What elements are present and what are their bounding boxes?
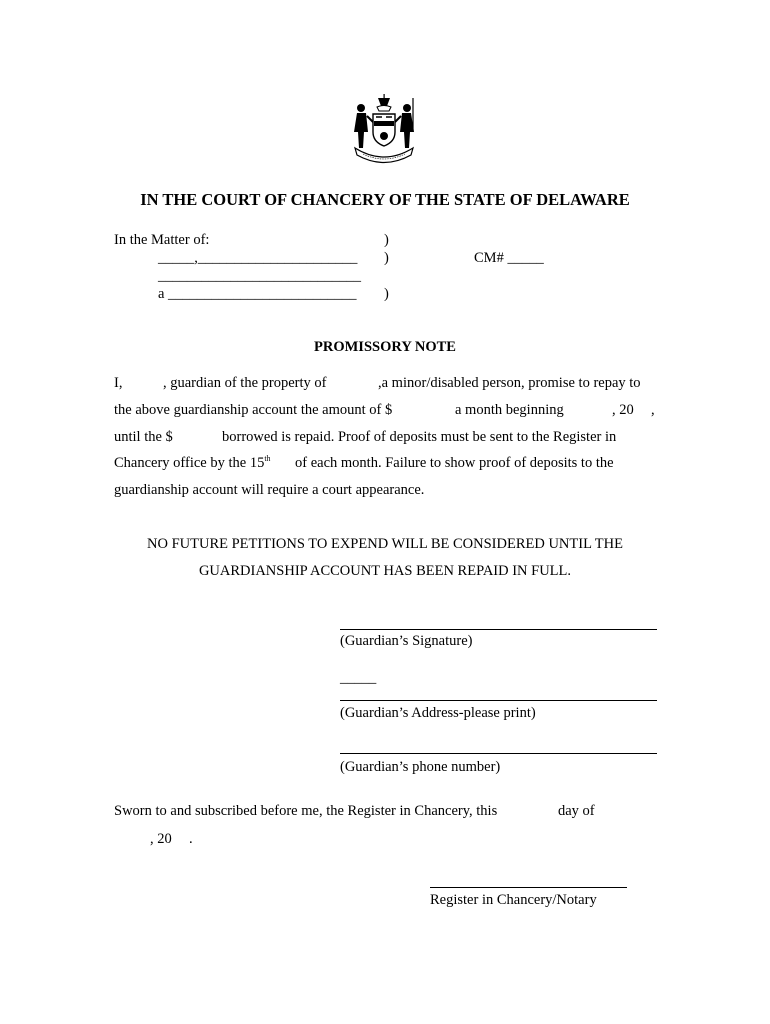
note-text-comma: , bbox=[651, 402, 655, 418]
note-text-guardian: , guardian of the property of bbox=[163, 375, 327, 391]
guardian-signature-label: (Guardian’s Signature) bbox=[340, 633, 473, 649]
promissory-note-heading: PROMISSORY NOTE bbox=[314, 339, 456, 355]
note-text-appearance: guardianship account will require a court appearance. bbox=[114, 482, 425, 498]
notary-signature-line[interactable] bbox=[430, 887, 627, 888]
note-text-borrowed: borrowed is repaid. Proof of deposits must be sent to the Register in bbox=[222, 429, 617, 445]
caption-paren: ) bbox=[384, 286, 389, 302]
short-blank: _____ bbox=[340, 670, 377, 686]
note-text-each-month: of each month. Failure to show proof of deposits to the bbox=[295, 455, 614, 471]
party-name-blank-2: ____________________________ bbox=[158, 268, 361, 284]
oath-period: . bbox=[189, 831, 193, 847]
court-title: IN THE COURT OF CHANCERY OF THE STATE OF DELAWARE bbox=[140, 190, 630, 209]
notary-label: Register in Chancery/Notary bbox=[430, 892, 597, 908]
guardian-address-label: (Guardian’s Address-please print) bbox=[340, 705, 536, 721]
caption-paren: ) bbox=[384, 250, 389, 266]
oath-day-of: day of bbox=[558, 803, 595, 819]
note-text-month: a month beginning bbox=[455, 402, 564, 418]
guardian-phone-line[interactable] bbox=[340, 753, 657, 754]
note-text-chancery-main: Chancery office by the 15 bbox=[114, 455, 265, 471]
note-text-amount: the above guardianship account the amount of $ bbox=[114, 402, 393, 418]
ordinal-suffix: th bbox=[264, 454, 271, 464]
note-text-chancery bbox=[114, 455, 271, 472]
party-name-blank: _____,______________________ bbox=[158, 250, 358, 266]
guardian-address-line[interactable] bbox=[340, 700, 657, 701]
guardian-signature-line[interactable] bbox=[340, 629, 657, 630]
guardian-phone-label: (Guardian’s phone number) bbox=[340, 759, 501, 775]
party-name-blank-3: a __________________________ bbox=[158, 286, 357, 302]
caption-paren: ) bbox=[384, 232, 389, 248]
note-text-minor: ,a minor/disabled person, promise to repay to bbox=[378, 375, 641, 391]
in-matter-of-label: In the Matter of: bbox=[114, 232, 210, 248]
note-text-until: until the $ bbox=[114, 429, 173, 445]
oath-year: , 20 bbox=[150, 831, 172, 847]
delaware-state-seal-icon bbox=[345, 92, 423, 166]
oath-text: Sworn to and subscribed before me, the Register in Chancery, this bbox=[114, 803, 498, 819]
note-text-i: I, bbox=[114, 375, 123, 391]
notice-line-2: GUARDIANSHIP ACCOUNT HAS BEEN REPAID IN FULL. bbox=[198, 563, 572, 579]
notice-line-1: NO FUTURE PETITIONS TO EXPEND WILL BE CONSIDERED UNTIL THE bbox=[147, 536, 623, 552]
note-text-year: , 20 bbox=[612, 402, 634, 418]
cm-number: CM# _____ bbox=[474, 250, 544, 266]
